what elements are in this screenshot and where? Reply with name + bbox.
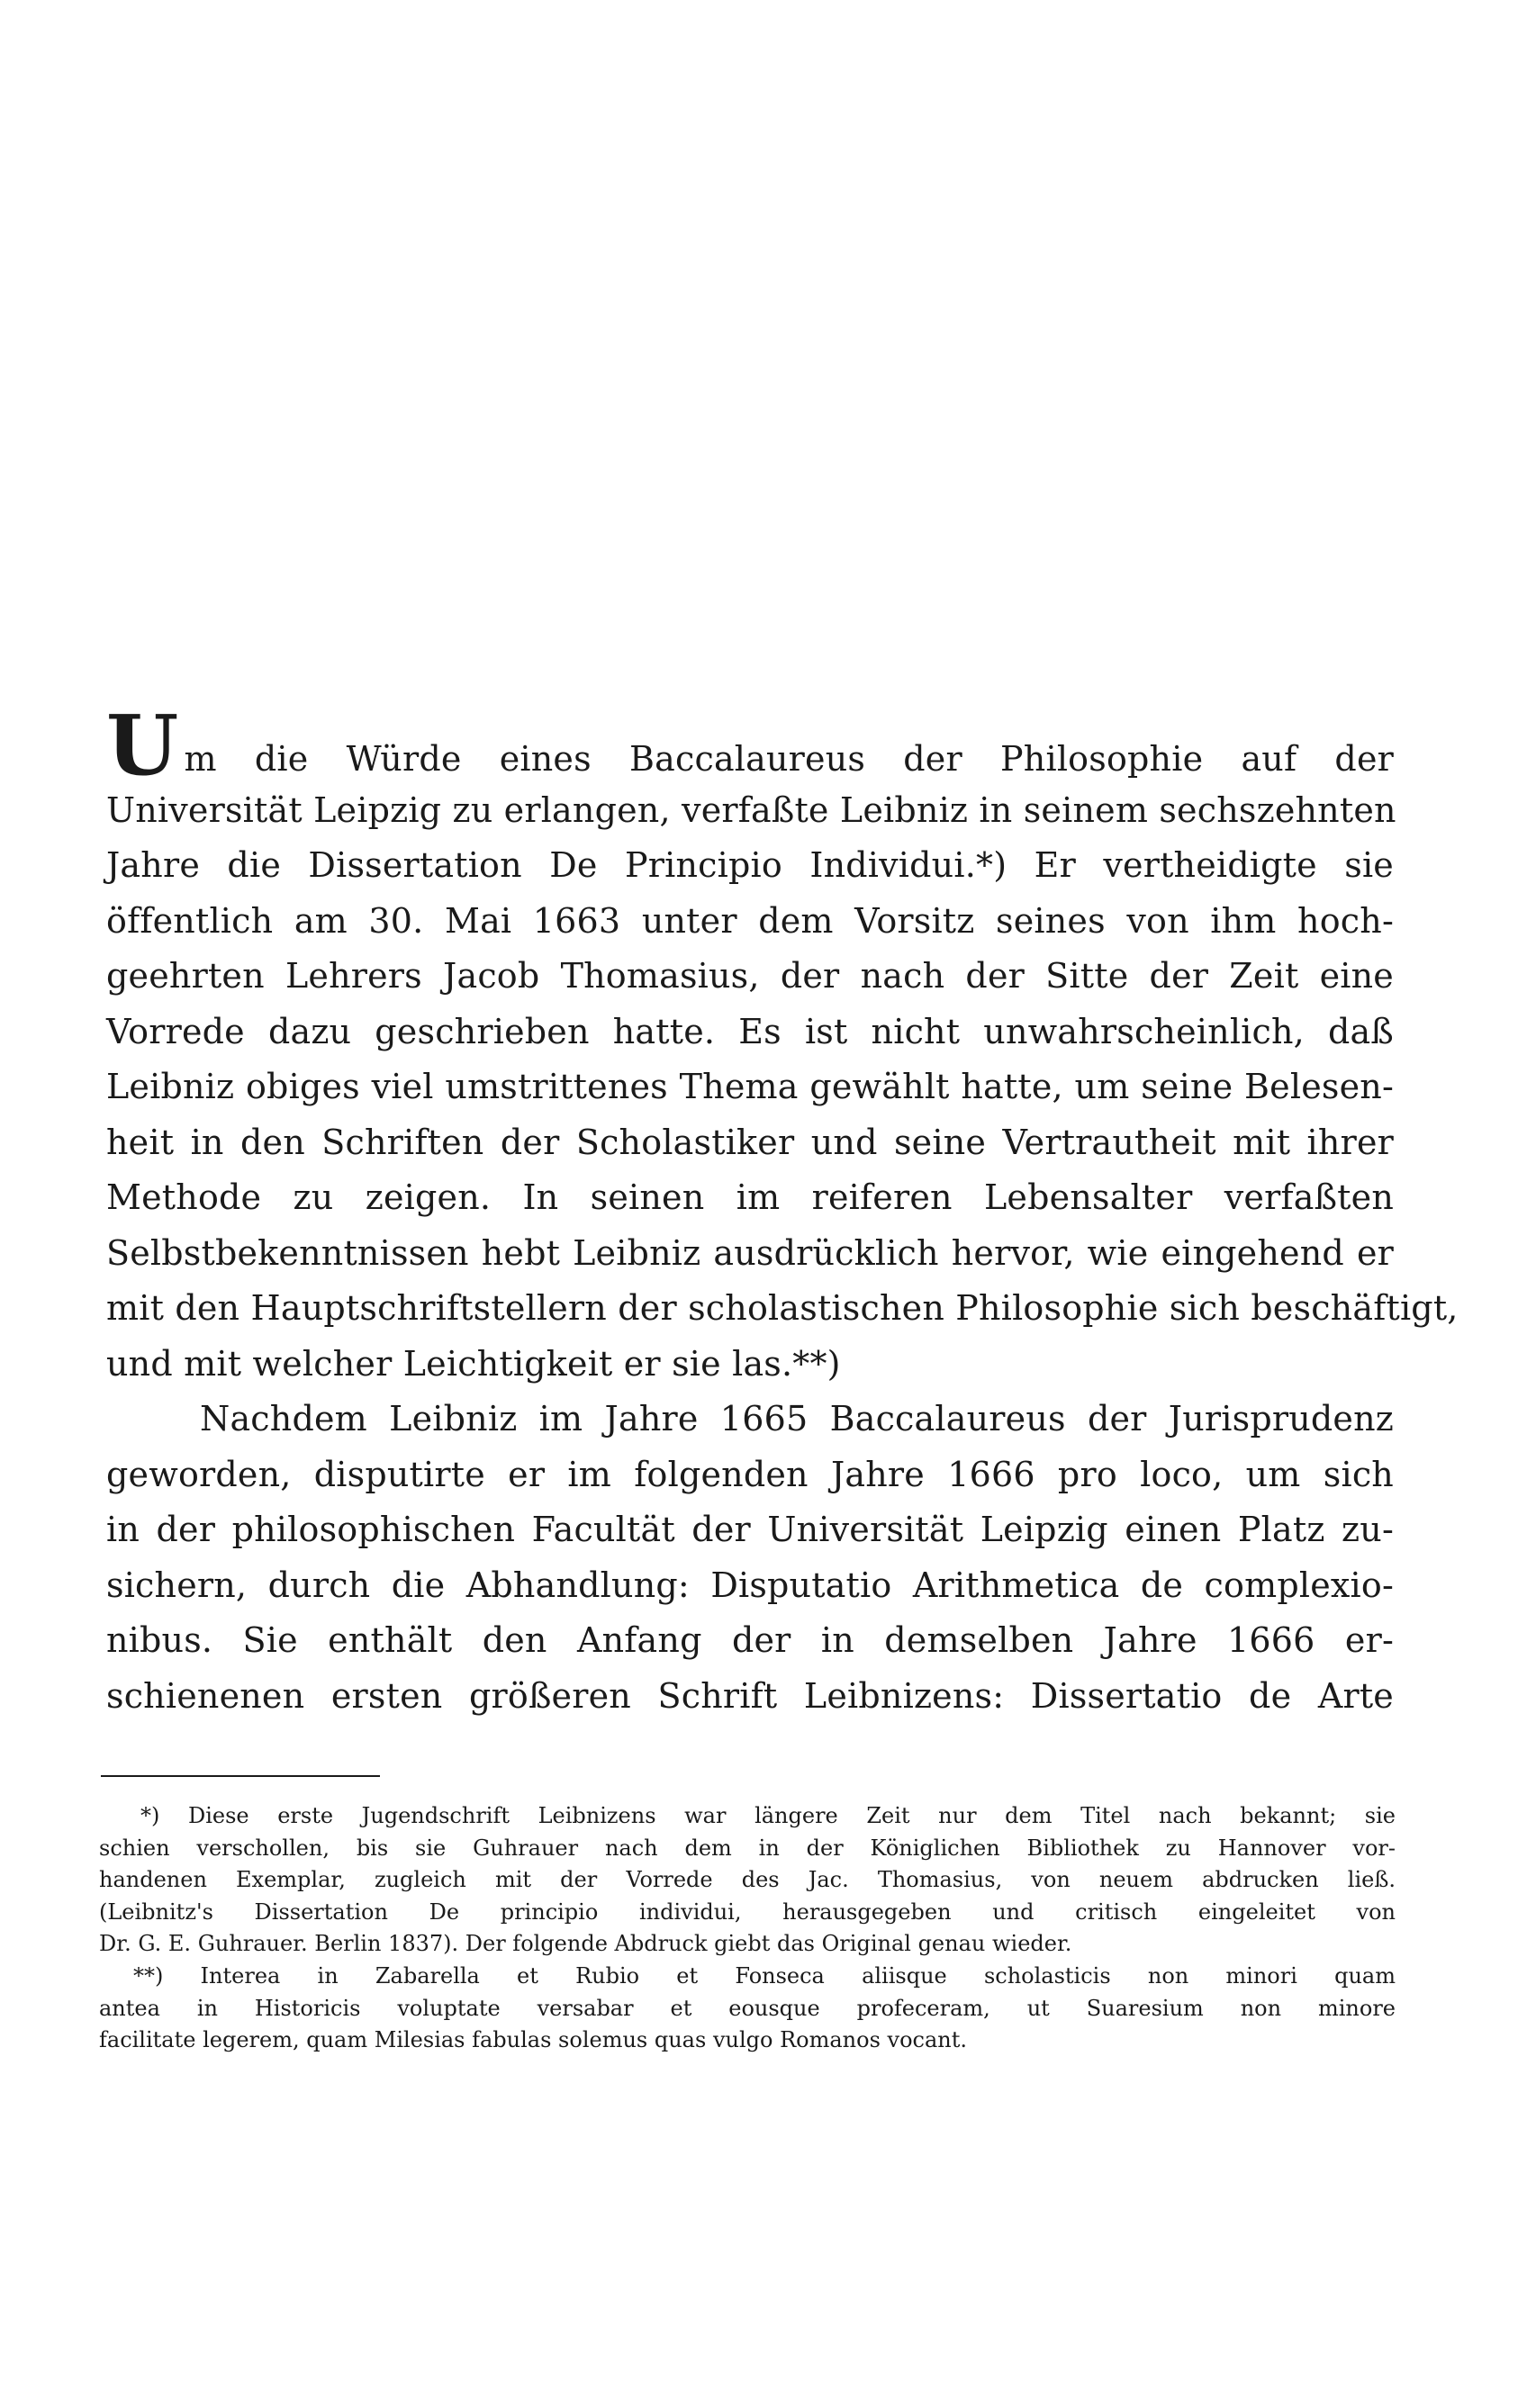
- text-line: in der philosophischen Facultät der Universität Leipzig einen Platz zu-: [106, 1510, 1394, 1549]
- footnote-line: facilitate legerem, quam Milesias fabulas solemus quas vulgo Romanos vocant.: [99, 2027, 967, 2053]
- text-line: geehrten Lehrers Jacob Thomasius, der nach der Sitte der Zeit eine: [106, 956, 1394, 996]
- text-line: öffentlich am 30. Mai 1663 unter dem Vorsitz seines von ihm hoch-: [106, 900, 1394, 941]
- text-line: Nachdem Leibniz im Jahre 1665 Baccalaureus der Jurisprudenz: [200, 1399, 1394, 1438]
- text-line: Selbstbekenntnissen hebt Leibniz ausdrücklich hervor, wie eingehend er: [106, 1232, 1394, 1273]
- text-line: mit den Hauptschriftstellern der scholastischen Philosophie sich beschäftigt,: [106, 1288, 1459, 1328]
- footnote-line: antea in Historicis voluptate versabar et eousque profeceram, ut Suaresium non minore: [99, 1995, 1396, 2021]
- text-line: Um die Würde eines Baccalaureus der Philosophie auf der: [106, 697, 1394, 794]
- footnote-line: (Leibnitz's Dissertation De principio individui, herausgegeben und critisch eingeleitet von: [99, 1898, 1396, 1925]
- text-line: Universität Leipzig zu erlangen, verfaßte Leibniz in seinem sechszehnten: [106, 789, 1396, 830]
- text-line: nibus. Sie enthält den Anfang der in demselben Jahre 1666 er-: [106, 1620, 1394, 1660]
- footnote-line: schien verschollen, bis sie Guhrauer nach dem in der Königlichen Bibliothek zu Hannover vor-: [99, 1835, 1396, 1861]
- text-line: Leibniz obiges viel umstrittenes Thema gewählt hatte, um seine Belesen-: [106, 1067, 1394, 1106]
- text-line: schienenen ersten größeren Schrift Leibnizens: Dissertatio de Arte: [106, 1675, 1394, 1716]
- text-line: heit in den Schriften der Scholastiker und seine Vertrautheit mit ihrer: [106, 1122, 1394, 1162]
- footnote-line: Dr. G. E. Guhrauer. Berlin 1837). Der folgende Abdruck giebt das Original genau wieder.: [99, 1931, 1072, 1957]
- footnote-line: handenen Exemplar, zugleich mit der Vorrede des Jac. Thomasius, von neuem abdrucken ließ.: [99, 1867, 1396, 1893]
- text-line: und mit welcher Leichtigkeit er sie las.**): [106, 1343, 841, 1384]
- text-line: sichern, durch die Abhandlung: Disputatio Arithmetica de complexio-: [106, 1565, 1394, 1605]
- drop-cap: U: [106, 697, 179, 794]
- footnote-divider: [101, 1775, 380, 1777]
- text-line: Methode zu zeigen. In seinen im reiferen Lebensalter verfaßten: [106, 1177, 1394, 1217]
- text-line: Jahre die Dissertation De Principio Individui.*) Er vertheidigte sie: [106, 845, 1394, 885]
- text-line: geworden, disputirte er im folgenden Jahre 1666 pro loco, um sich: [106, 1454, 1394, 1494]
- text-line: Vorrede dazu geschrieben hatte. Es ist nicht unwahrscheinlich, daß: [106, 1011, 1394, 1051]
- footnote-line: **) Interea in Zabarella et Rubio et Fonseca aliisque scholasticis non minori quam: [133, 1962, 1396, 1989]
- footnotes: [99, 1800, 1396, 2057]
- main-text: [106, 697, 1459, 1724]
- footnote-line: *) Diese erste Jugendschrift Leibnizens war längere Zeit nur dem Titel nach bekannt; sie: [140, 1803, 1396, 1828]
